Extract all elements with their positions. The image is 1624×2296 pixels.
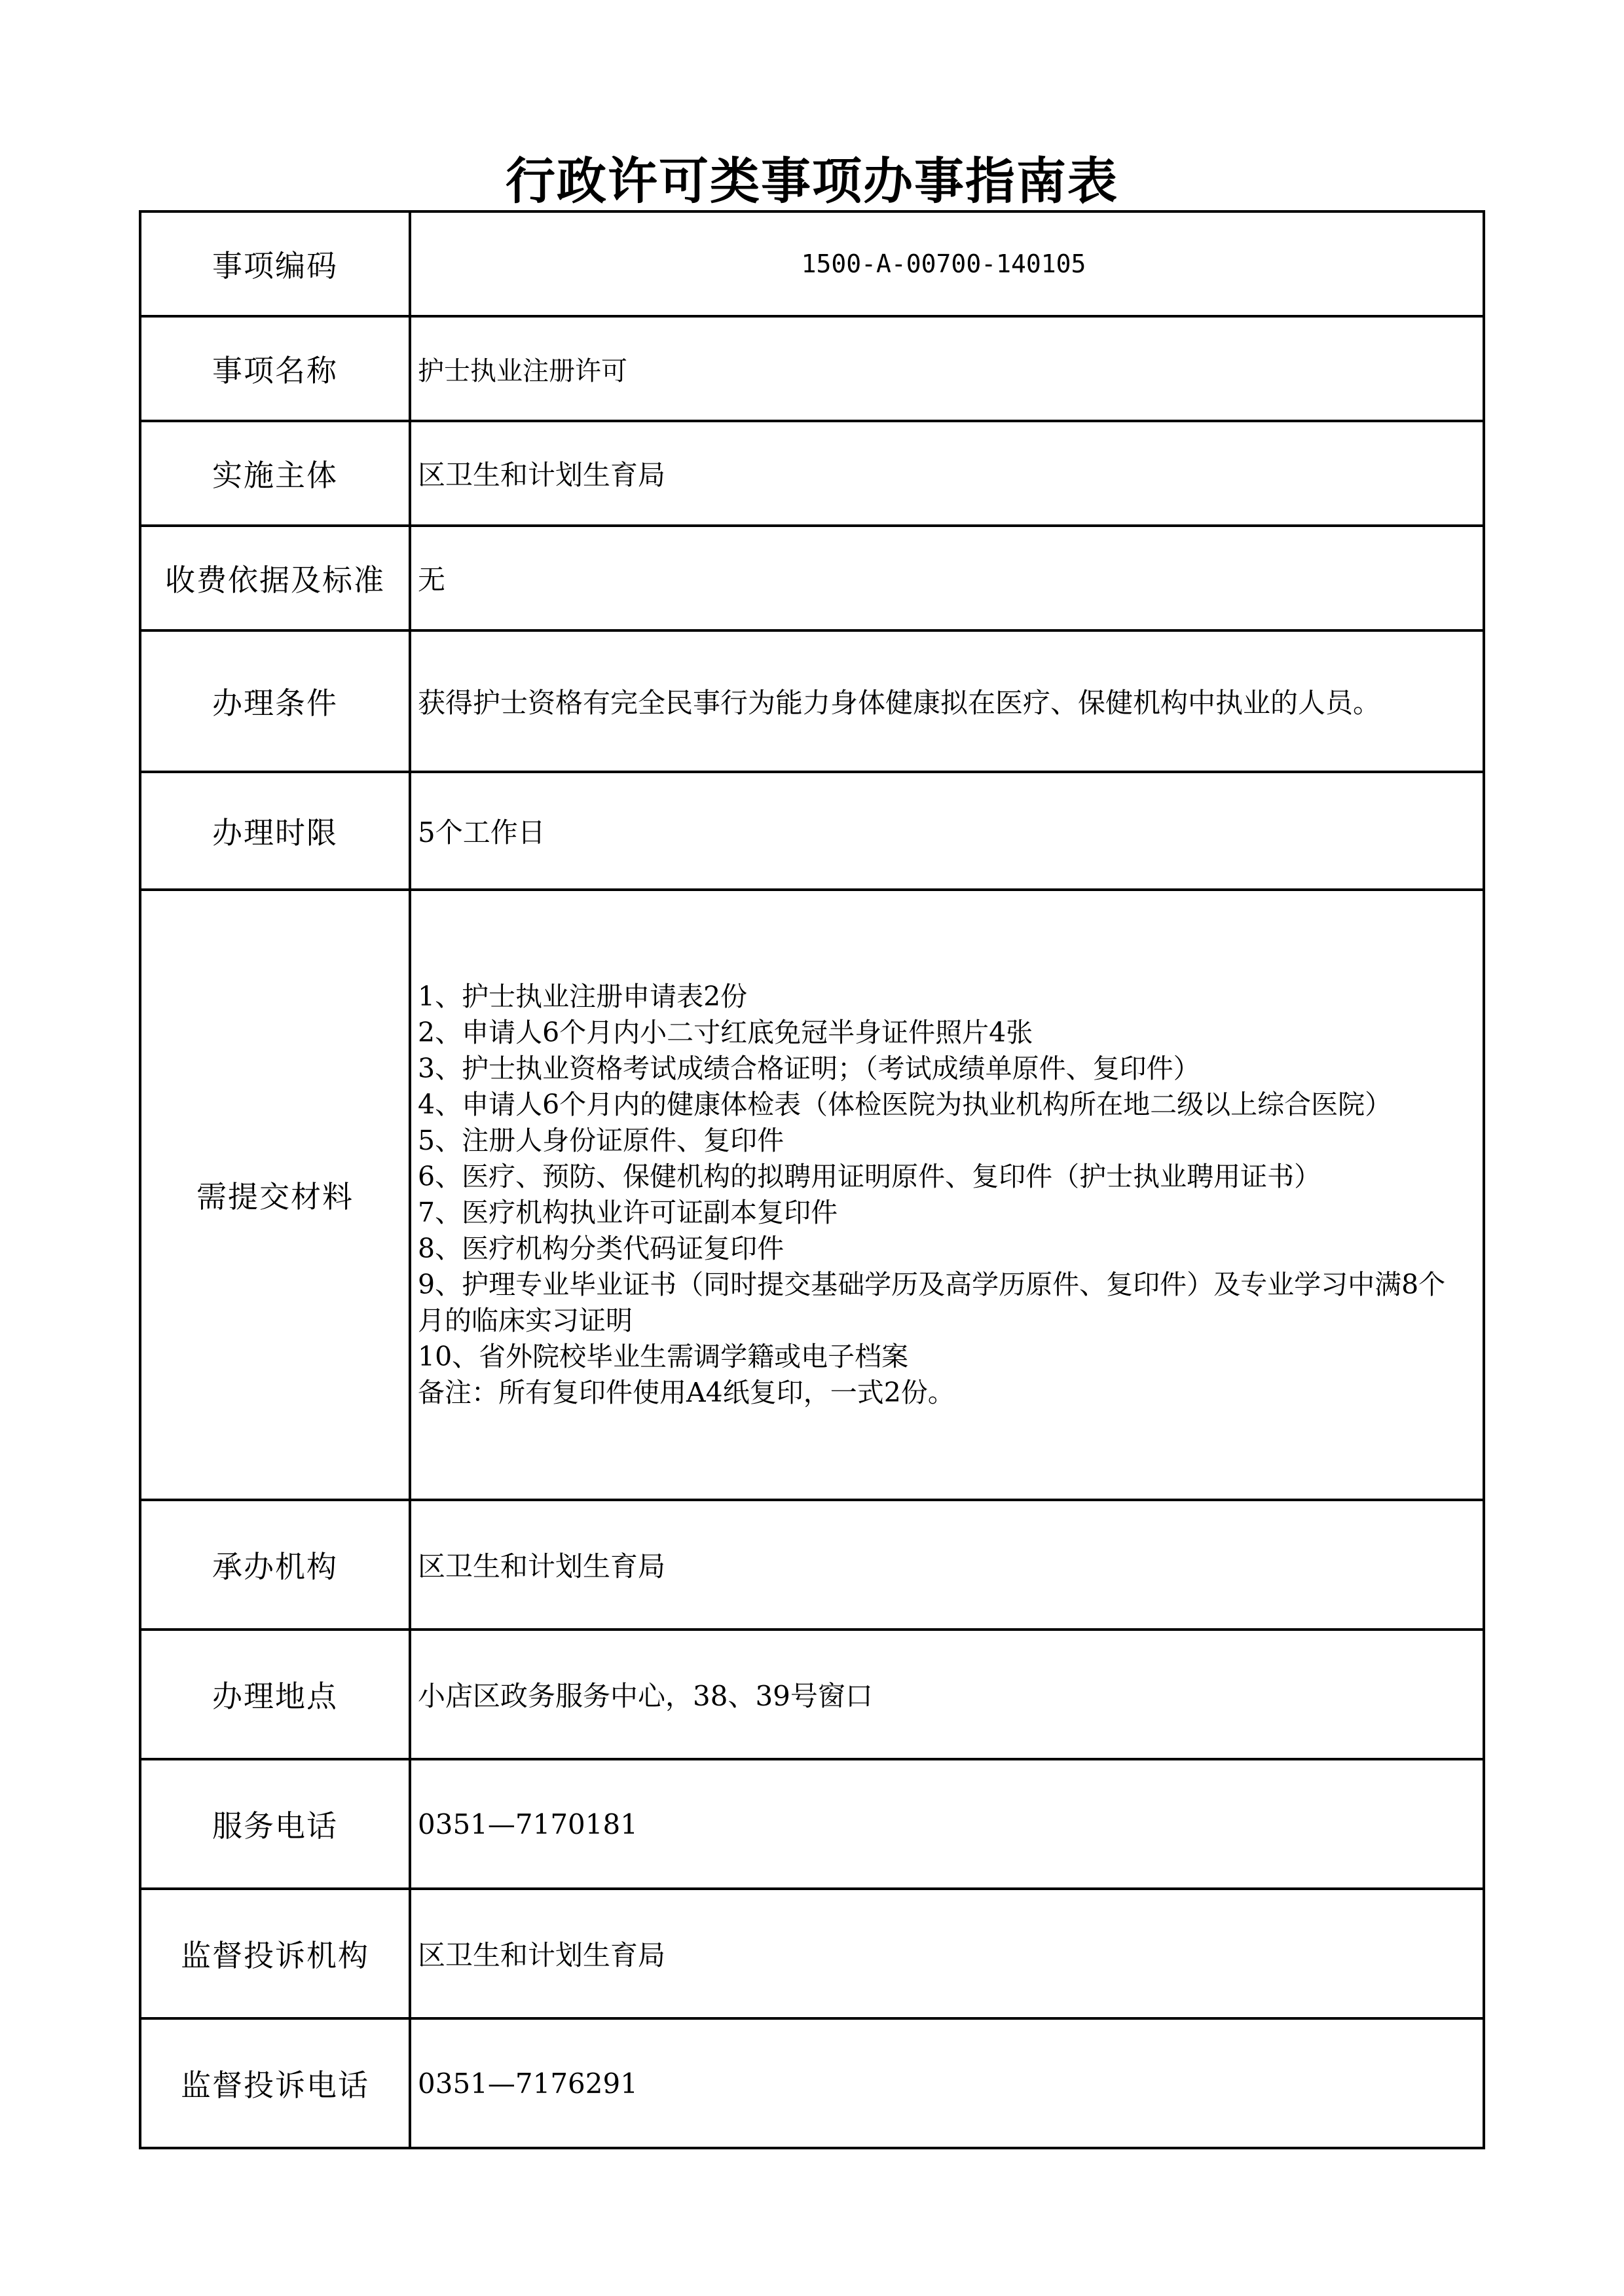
value-item-name: 护士执业注册许可 (410, 316, 1484, 421)
guide-table (139, 210, 1485, 2149)
label-location: 办理地点 (140, 1630, 410, 1759)
label-complaint-agency: 监督投诉机构 (140, 1889, 410, 2018)
list-item: 9、护理专业毕业证书（同时提交基础学历及高学历原件、复印件）及专业学习中满8个月的临床实习证明 (418, 1269, 1446, 1336)
table-row-item-code (140, 211, 1484, 316)
value-complaint-phone: 0351—7176291 (410, 2018, 1484, 2148)
label-item-code: 事项编码 (140, 211, 410, 316)
label-fee-basis: 收费依据及标准 (140, 526, 410, 630)
list-item: 5、注册人身份证原件、复印件 (418, 1125, 784, 1156)
value-conditions: 获得护士资格有完全民事行为能力身体健康拟在医疗、保健机构中执业的人员。 (410, 630, 1484, 772)
table-row-service-phone (140, 1759, 1484, 1889)
materials-note: 备注：所有复印件使用A4纸复印，一式2份。 (418, 1377, 955, 1408)
table-row-time-limit (140, 772, 1484, 890)
value-item-code: 1500-A-00700-140105 (410, 211, 1484, 316)
value-location: 小店区政务服务中心，38、39号窗口 (410, 1630, 1484, 1759)
materials-list (418, 979, 1469, 1375)
table-row-item-name (140, 316, 1484, 421)
list-item: 1、护士执业注册申请表2份 (418, 981, 748, 1012)
list-item: 4、申请人6个月内的健康体检表（体检医院为执业机构所在地二级以上综合医院） (418, 1089, 1392, 1120)
value-implementing-body: 区卫生和计划生育局 (410, 421, 1484, 526)
value-fee-basis: 无 (410, 526, 1484, 630)
label-time-limit: 办理时限 (140, 772, 410, 890)
table-row-fee-basis (140, 526, 1484, 630)
table-row-implementing-body (140, 421, 1484, 526)
label-handling-agency: 承办机构 (140, 1500, 410, 1630)
label-conditions: 办理条件 (140, 630, 410, 772)
list-item: 8、医疗机构分类代码证复印件 (418, 1233, 784, 1264)
value-handling-agency: 区卫生和计划生育局 (410, 1500, 1484, 1630)
label-implementing-body: 实施主体 (140, 421, 410, 526)
table-row-materials (140, 890, 1484, 1500)
table-row-complaint-agency (140, 1889, 1484, 2018)
table-row-handling-agency (140, 1500, 1484, 1630)
list-item: 3、护士执业资格考试成绩合格证明；（考试成绩单原件、复印件） (418, 1053, 1200, 1084)
label-item-name: 事项名称 (140, 316, 410, 421)
list-item: 6、医疗、预防、保健机构的拟聘用证明原件、复印件（护士执业聘用证书） (418, 1161, 1321, 1192)
value-complaint-agency: 区卫生和计划生育局 (410, 1889, 1484, 2018)
list-item: 2、申请人6个月内小二寸红底免冠半身证件照片4张 (418, 1017, 1033, 1048)
list-item: 10、省外院校毕业生需调学籍或电子档案 (418, 1341, 909, 1372)
label-materials: 需提交材料 (140, 890, 410, 1500)
table-row-conditions (140, 630, 1484, 772)
value-service-phone: 0351—7170181 (410, 1759, 1484, 1889)
table-row-complaint-phone (140, 2018, 1484, 2148)
document-title: 行政许可类事项办事指南表 (506, 152, 1118, 210)
label-complaint-phone: 监督投诉电话 (140, 2018, 410, 2148)
table-row-location (140, 1630, 1484, 1759)
value-time-limit: 5个工作日 (410, 772, 1484, 890)
label-service-phone: 服务电话 (140, 1759, 410, 1889)
value-materials (410, 890, 1484, 1500)
list-item: 7、医疗机构执业许可证副本复印件 (418, 1197, 838, 1228)
